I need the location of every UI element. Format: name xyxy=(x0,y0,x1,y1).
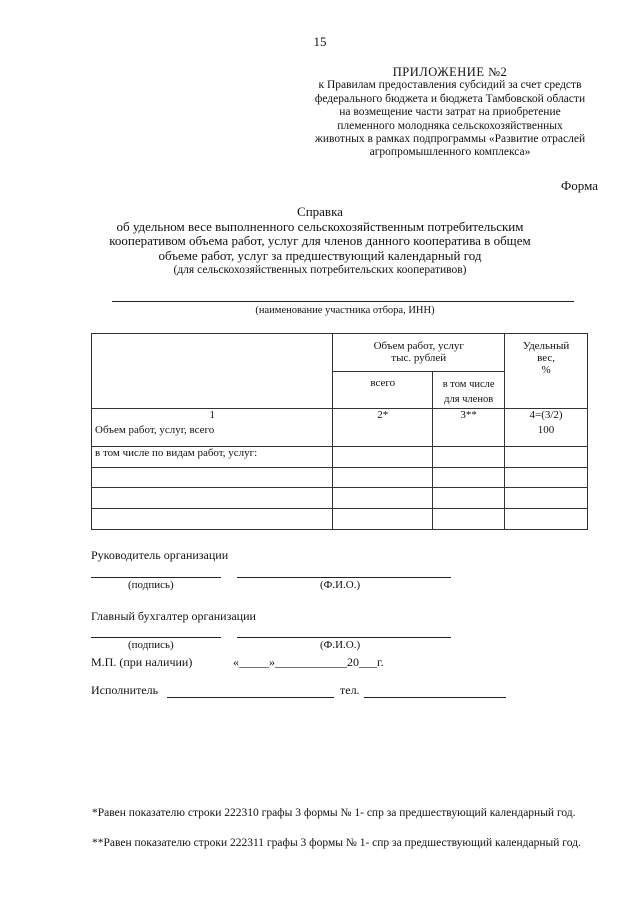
row-total-share: 100 xyxy=(537,424,555,436)
table-cell[interactable] xyxy=(333,468,433,488)
column-number-1: 1 xyxy=(209,409,215,421)
table-cell[interactable] xyxy=(505,447,588,468)
header-share-cell xyxy=(505,334,588,409)
header-members-cell xyxy=(433,372,505,409)
header-share-unit: вес, xyxy=(537,352,555,364)
header-volume: Объем работ, услуг xyxy=(373,340,464,352)
appendix-title: ПРИЛОЖЕНИЕ №2 xyxy=(392,65,508,79)
appendix-line: животных в рамках подпрограммы «Развитие отраслей xyxy=(314,133,586,146)
heading-title: Справка xyxy=(297,204,343,219)
table-cell[interactable] xyxy=(333,488,433,509)
appendix-line: к Правилам предоставления субсидий за счет средств xyxy=(318,79,582,92)
date-field[interactable]: «_____»____________20___г. xyxy=(233,655,384,669)
data-table xyxy=(91,333,588,530)
table-cell[interactable] xyxy=(433,468,505,488)
column-number-4: 4=(3/2) xyxy=(529,409,563,421)
footnote-1: *Равен показателю строки 222310 графы 3 формы № 1- спр за предшествующий календарный год. xyxy=(92,807,576,819)
header-share: Удельный xyxy=(522,340,570,352)
table-cell[interactable] xyxy=(433,447,505,468)
table-cell xyxy=(92,409,333,447)
table-cell xyxy=(505,409,588,447)
phone-label: тел. xyxy=(340,683,360,697)
appendix-line: племенного молодняка сельскохозяйственных xyxy=(337,119,563,132)
head-signature-caption: (подпись) xyxy=(128,579,174,591)
table-cell[interactable] xyxy=(333,509,433,530)
table-row xyxy=(92,409,588,447)
head-name-line[interactable] xyxy=(237,577,451,578)
header-members: в том числе xyxy=(442,379,495,390)
heading-line: кооперативом объема работ, услуг для членов данного кооператива в общем xyxy=(109,233,531,249)
appendix-line: на возмещение части затрат на приобретение xyxy=(339,106,561,119)
header-volume-cell xyxy=(333,334,505,372)
phone-line[interactable] xyxy=(364,697,506,698)
table-cell[interactable] xyxy=(333,447,433,468)
table-cell[interactable] xyxy=(92,468,333,488)
column-number-2: 2* xyxy=(333,409,433,447)
participant-caption: (наименование участника отбора, ИНН) xyxy=(255,305,435,316)
table-row xyxy=(92,468,588,488)
header-total: всего xyxy=(333,372,433,409)
table-row xyxy=(92,447,588,468)
table-row xyxy=(92,488,588,509)
head-title: Руководитель организации xyxy=(91,548,229,562)
appendix-line: агропромышленного комплекса» xyxy=(369,146,531,159)
stamp-label: М.П. (при наличии) xyxy=(91,655,193,669)
table-cell[interactable] xyxy=(505,468,588,488)
page-number: 15 xyxy=(313,34,327,49)
table-header-row xyxy=(92,334,588,372)
heading-line: об удельном весе выполненного сельскохозяйственным потребительским xyxy=(116,218,524,234)
row-total-label: Объем работ, услуг, всего xyxy=(95,424,215,436)
column-number-3: 3** xyxy=(433,409,505,447)
form-label: Форма xyxy=(561,178,598,193)
document-heading xyxy=(60,205,580,278)
table-cell[interactable] xyxy=(505,488,588,509)
header-unit: тыс. рублей xyxy=(391,352,447,364)
heading-line: объеме работ, услуг за предшествующий календарный год xyxy=(158,247,482,263)
table-cell[interactable] xyxy=(92,488,333,509)
table-cell xyxy=(92,334,333,409)
table-cell[interactable] xyxy=(505,509,588,530)
accountant-name-caption: (Ф.И.О.) xyxy=(320,639,361,651)
executor-label: Исполнитель xyxy=(91,683,159,697)
head-signature-line[interactable] xyxy=(91,577,221,578)
executor-line[interactable] xyxy=(167,697,334,698)
appendix-block xyxy=(250,66,640,160)
accountant-signature-caption: (подпись) xyxy=(128,639,174,651)
accountant-signature-line[interactable] xyxy=(91,637,221,638)
table-row xyxy=(92,509,588,530)
table-cell[interactable] xyxy=(433,509,505,530)
participant-name-line[interactable] xyxy=(112,301,574,302)
accountant-name-line[interactable] xyxy=(237,637,451,638)
appendix-line: федерального бюджета и бюджета Тамбовской области xyxy=(314,92,586,105)
header-share-percent: % xyxy=(541,364,551,376)
table-cell[interactable] xyxy=(433,488,505,509)
heading-note: (для сельскохозяйственных потребительских кооперативов) xyxy=(173,264,467,277)
accountant-title: Главный бухгалтер организации xyxy=(91,609,256,623)
footnote-2: **Равен показателю строки 222311 графы 3 формы № 1- спр за предшествующий календарный год. xyxy=(92,837,581,849)
table-cell[interactable] xyxy=(92,509,333,530)
head-name-caption: (Ф.И.О.) xyxy=(320,579,361,591)
row-by-type-label: в том числе по видам работ, услуг: xyxy=(92,447,333,468)
header-members-2: для членов xyxy=(444,394,494,405)
